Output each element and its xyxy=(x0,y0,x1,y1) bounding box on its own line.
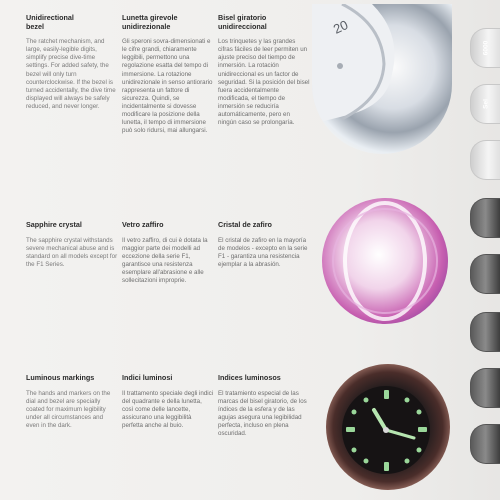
luminous-dial-photo xyxy=(326,364,450,490)
crystal-en-block xyxy=(26,221,118,269)
luminous-es-heading: Indices luminosos xyxy=(218,373,281,382)
crystal-it-text: Il vetro zaffiro, di cui è dotata la maggior parte dei modelli ad eccezione della serie F1, garantisce una resistenza esemplare all'abrasione e alle sollecitazioni improprie. xyxy=(122,236,208,285)
bezel-photo xyxy=(312,4,452,154)
luminous-en-block xyxy=(26,374,118,430)
dial-markers-graphic xyxy=(326,364,450,490)
luminous-es-block xyxy=(218,374,310,438)
sapphire-crystal-photo xyxy=(322,198,448,324)
tab-4[interactable] xyxy=(470,198,500,238)
tab-5[interactable] xyxy=(470,254,500,294)
crystal-en-heading: Sapphire crystal xyxy=(26,220,82,229)
tab-6[interactable] xyxy=(470,312,500,352)
luminous-it-block xyxy=(122,374,214,430)
bezel-es-text: Los trinquetes y las grandes cifras fáciles de leer permiten un ajuste preciso del tiempo de inmersión. La rotación unidireccional es un factor de seguridad. Si la posición del bisel fuera accidentalmente modificada, el tiempo de inmersión se reduciría automáticamente, pero en ningún caso se prolongaría. xyxy=(218,38,310,127)
bezel-it-block xyxy=(122,14,214,135)
luminous-es-text: El tratamiento especial de las marcas del bisel giratorio, de los índices de la esfera y de las agujas asegura una legibilidad perfecta, incluso en plena oscuridad. xyxy=(218,389,307,438)
luminous-en-heading: Luminous markings xyxy=(26,373,95,382)
tab-sel-label: Sel xyxy=(482,99,489,109)
tab-8[interactable] xyxy=(470,424,500,464)
crystal-en-text: The sapphire crystal withstands severe mechanical abuse and is standard on all models except for the F1 Series. xyxy=(26,236,118,268)
crystal-es-heading: Cristal de zafiro xyxy=(218,220,272,229)
tab-3[interactable] xyxy=(470,140,500,180)
bezel-en-heading: Unidirectional bezel xyxy=(26,13,74,31)
crystal-it-heading: Vetro zaffiro xyxy=(122,220,164,229)
bezel-es-heading: Bisel giratorio unidireccional xyxy=(218,13,267,31)
bezel-es-block xyxy=(218,14,310,127)
luminous-it-heading: Indici luminosi xyxy=(122,373,173,382)
bezel-en-text: The ratchet mechanism, and large, easily-legible digits, simplify precise dive-time settings. For added safety, the bezel will only turn counterclockwise. If the bezel is turned accidentally, the dive time displayed will always be safely reduced, and never longer. xyxy=(26,38,116,110)
luminous-it-text: Il trattamento speciale degli indici del quadrante e della lunetta, così come delle lancette, assicurano una leggibilità perfetta anche al buio. xyxy=(122,389,214,429)
tab-7[interactable] xyxy=(470,368,500,408)
crystal-es-block xyxy=(218,221,310,269)
luminous-en-text: The hands and markers on the dial and bezel are specially coated for maximum legibility under all circumstances and even in the dark. xyxy=(26,389,111,429)
svg-text:20: 20 xyxy=(330,17,351,37)
tab-6000[interactable] xyxy=(470,28,500,68)
bezel-en-block xyxy=(26,14,118,111)
crystal-it-block xyxy=(122,221,214,285)
bezel-it-text: Gli speroni sovra-dimensionati e le cifre grandi, chiaramente leggibili, permettono una regolazione esatta del tempo di immersione. La rotazione unidirezionale in senso antiorario rappresenta un fattore di sicurezza. Quindi, se incidentalmente si dovesse modificare la posizione della lunetta, il tempo di immersione può solo ridursi, mai allungarsi. xyxy=(122,38,213,135)
bezel-detail-graphic xyxy=(312,4,452,154)
crystal-highlight-graphic xyxy=(322,198,448,324)
bezel-it-heading: Lunetta girevole unidirezionale xyxy=(122,13,178,31)
index-tabs xyxy=(468,14,500,500)
tab-6000-label: 6000 xyxy=(482,40,489,56)
crystal-es-text: El cristal de zafiro en la mayoría de modelos - excepto en la serie F1 - garantiza una resistencia ejemplar a la abrasión. xyxy=(218,236,308,268)
tab-sel[interactable] xyxy=(470,84,500,124)
